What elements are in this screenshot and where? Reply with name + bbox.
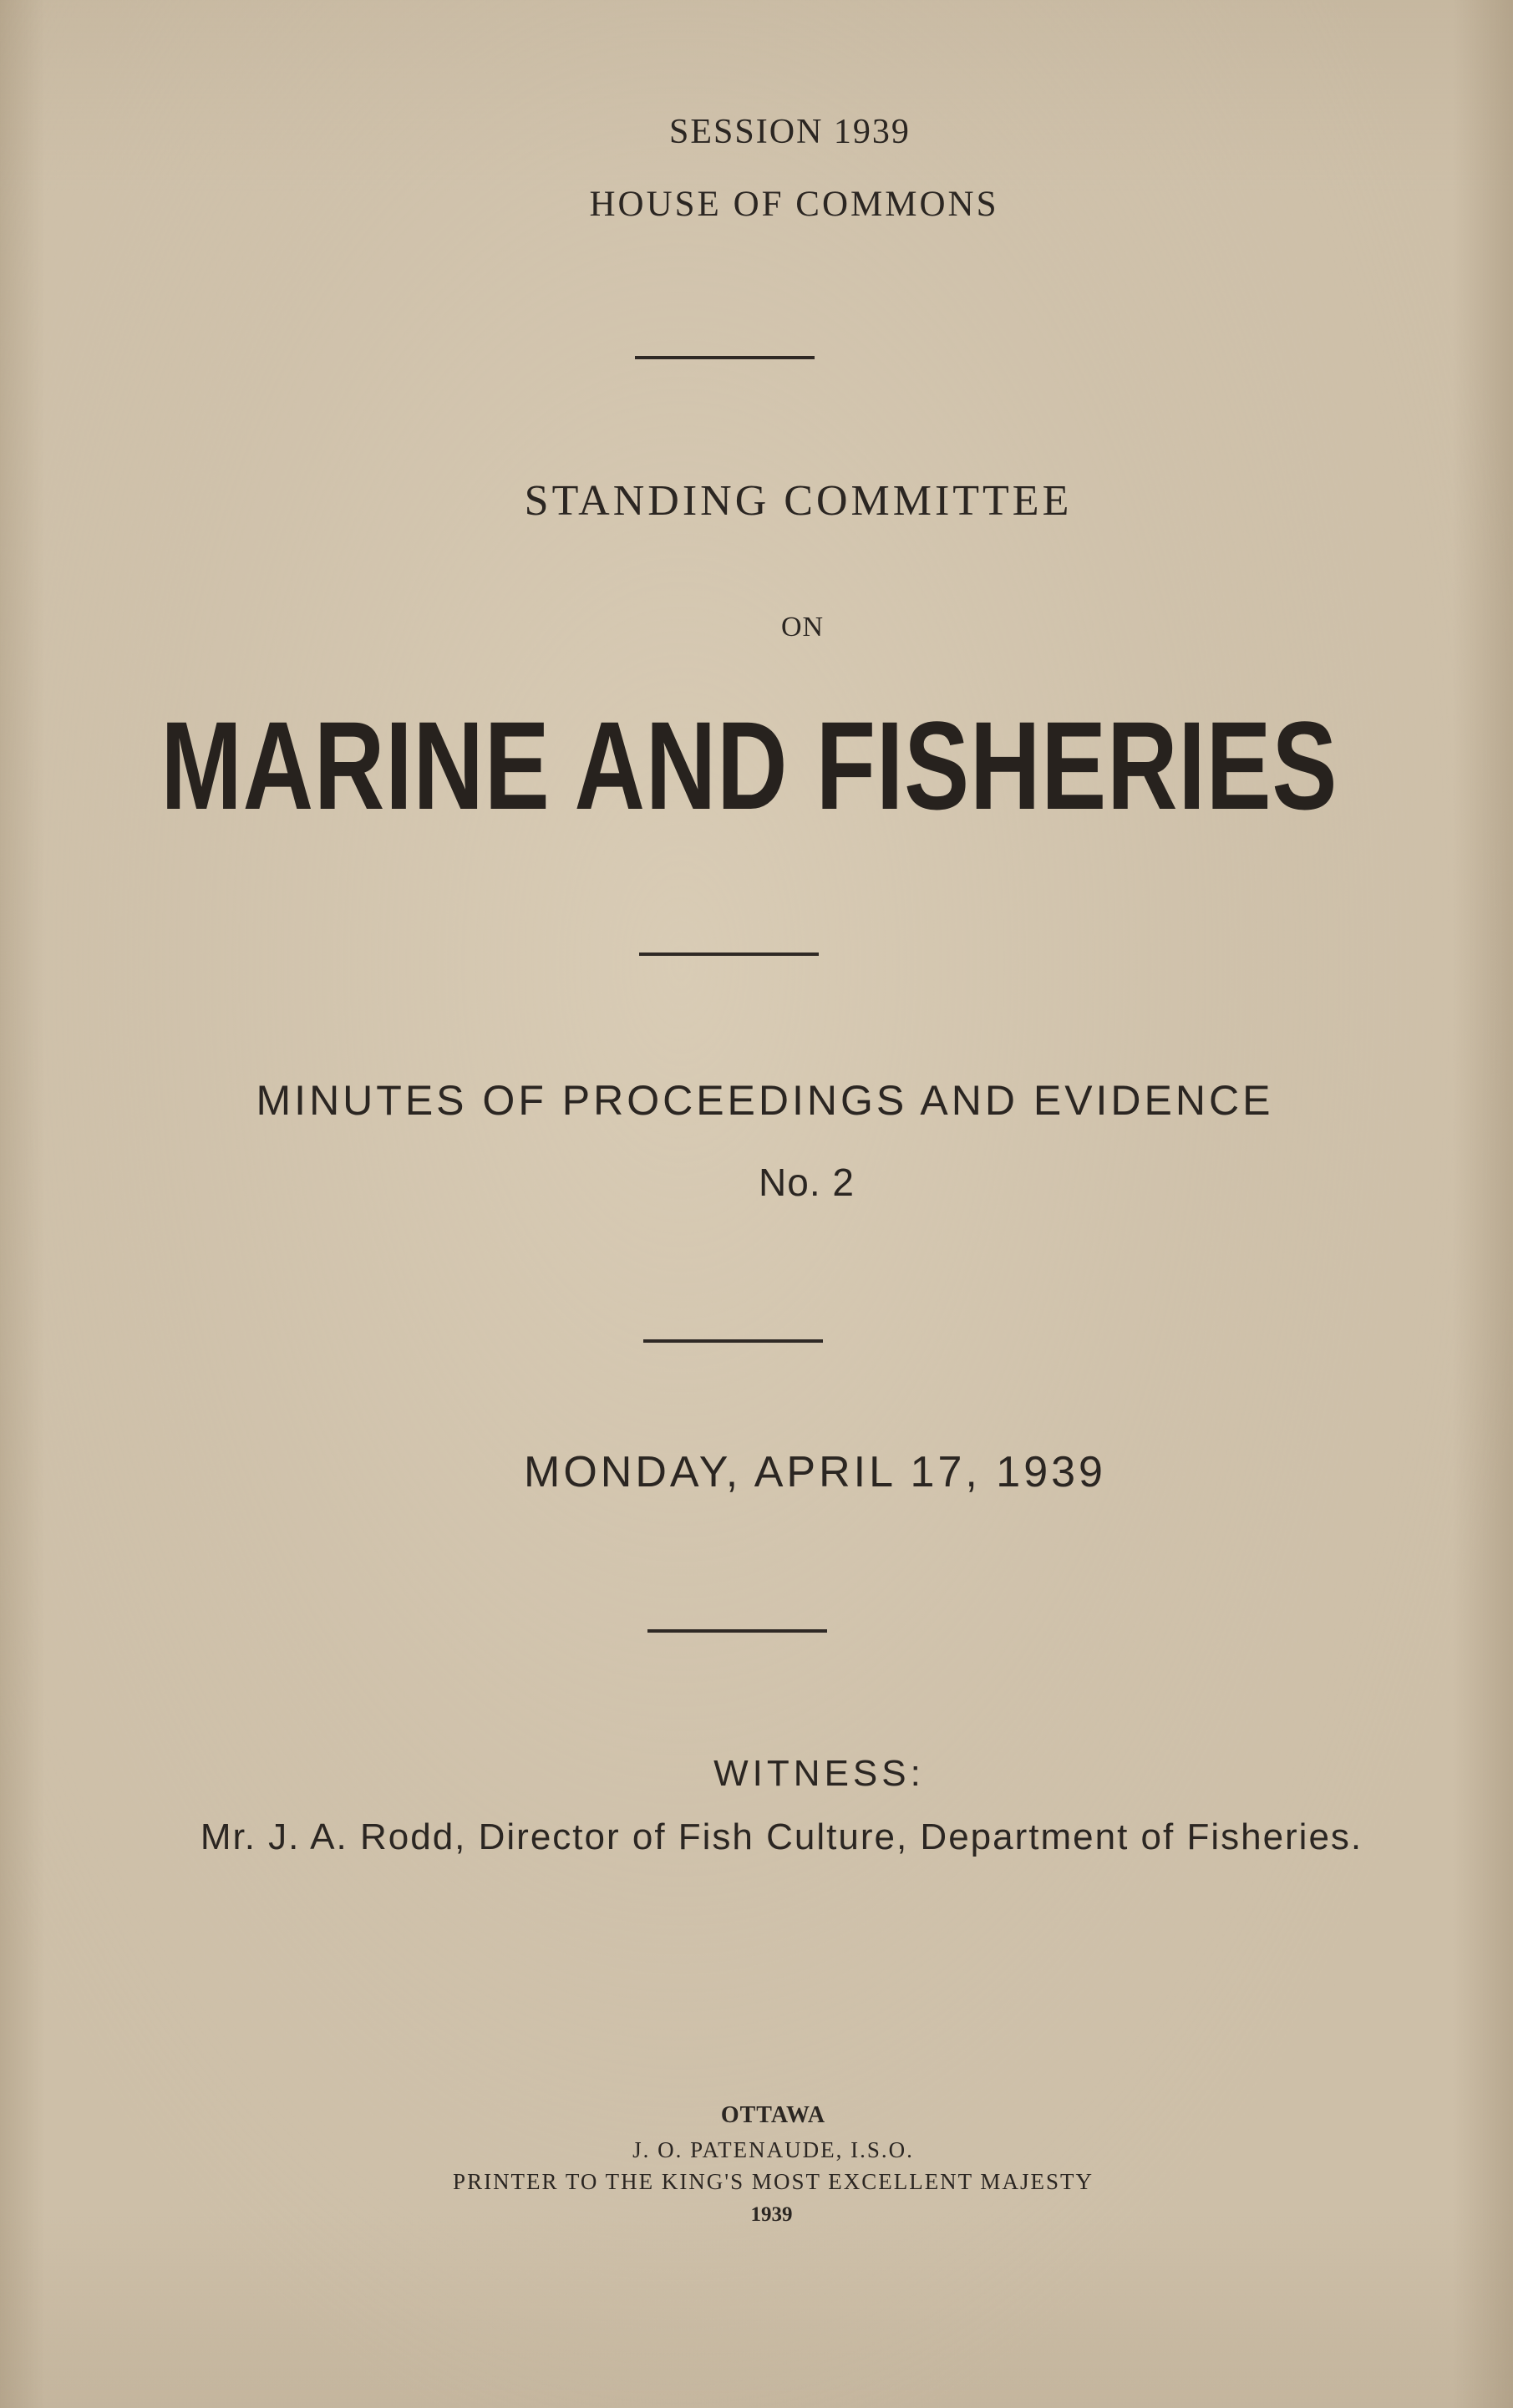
imprint-printer: J. O. PATENAUDE, I.S.O.	[632, 2137, 914, 2162]
proceedings-number: No. 2	[759, 1161, 855, 1204]
committee-on: ON	[780, 612, 825, 643]
divider-rule	[639, 953, 819, 956]
imprint-year: 1939	[750, 2203, 793, 2226]
imprint-city: OTTAWA	[720, 2102, 826, 2128]
meeting-date: MONDAY, APRIL 17, 1939	[524, 1448, 1106, 1496]
session-line: SESSION 1939	[669, 113, 911, 151]
witness-heading: WITNESS:	[713, 1753, 925, 1794]
divider-rule	[635, 356, 815, 359]
witness-name: Mr. J. A. Rodd, Director of Fish Culture, Department of Fisheries.	[200, 1816, 1363, 1857]
house-line: HOUSE OF COMMONS	[589, 185, 999, 224]
committee-line: STANDING COMMITTEE	[524, 477, 1073, 525]
imprint-printer-title: PRINTER TO THE KING'S MOST EXCELLENT MAJESTY	[453, 2169, 1094, 2194]
proceedings-heading: MINUTES OF PROCEEDINGS AND EVIDENCE	[256, 1077, 1274, 1124]
divider-rule	[647, 1629, 827, 1633]
page-title: MARINE AND FISHERIES	[160, 695, 1338, 836]
divider-rule	[643, 1339, 823, 1343]
